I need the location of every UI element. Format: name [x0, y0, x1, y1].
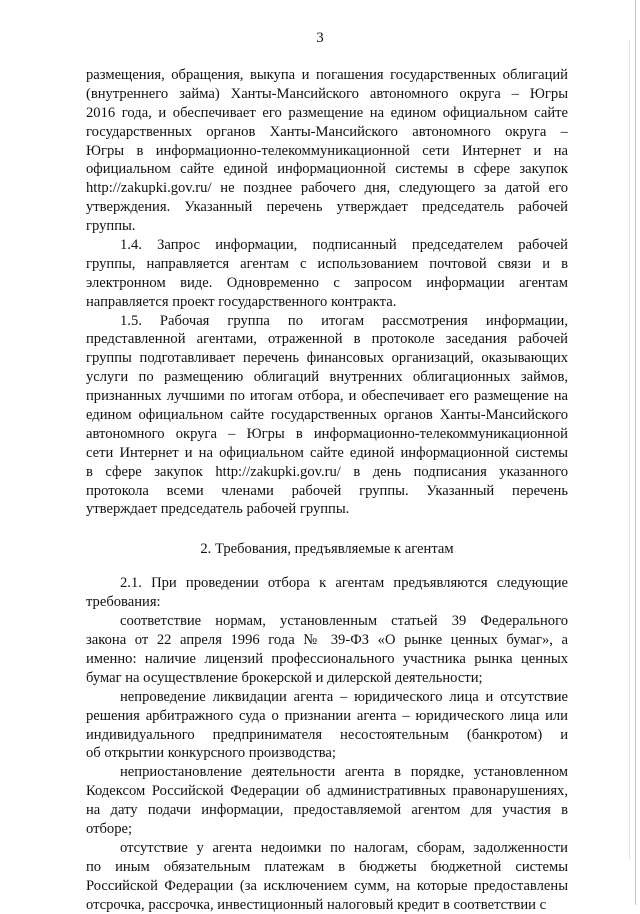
text-line: 2.1. При проведении отбора к агентам предъявляются следующие	[120, 575, 568, 592]
text-line: автономного округа – Югры в информационно-телекоммуникационной	[86, 425, 568, 442]
paragraph	[86, 688, 568, 764]
paragraph	[86, 612, 568, 688]
text-line: на дату подачи информации, предоставляемой агентом для участия в	[86, 802, 568, 819]
text-line: утверждения. Указанный перечень утверждает председатель рабочей	[86, 199, 568, 216]
text-line: Кодексом Российской Федерации об административных правонарушениях,	[86, 783, 568, 800]
text-line: по иным обязательным платежам в бюджеты бюджетной системы	[86, 858, 568, 875]
text-line: представленной агентами, отраженной в протоколе заседания рабочей	[86, 331, 568, 348]
text-line: услуги по размещению облигаций внутренних облигационных займов,	[86, 369, 568, 386]
scan-edge-line	[635, 0, 636, 905]
text-line: отсутствие у агента недоимки по налогам, сборам, задолженности	[120, 839, 568, 856]
page-number: 3	[316, 30, 324, 46]
text-line: (внутреннего займа) Ханты-Мансийского автономного округа – Югры	[86, 85, 568, 102]
text-line: отборе;	[86, 820, 133, 837]
text-line: электронном виде. Одновременно с запросом информации агентам	[86, 274, 568, 291]
paragraph	[86, 236, 568, 312]
paragraph	[86, 574, 568, 612]
text-line: неприостановление деятельности агента в порядке, установленном	[120, 764, 568, 781]
text-line: направляется проект государственного контракта.	[86, 293, 397, 310]
text-line: утверждает председатель рабочей группы.	[86, 501, 350, 518]
text-line: об открытии конкурсного производства;	[86, 745, 336, 762]
text-line: сети Интернет и на официальном сайте единой информационной системы	[86, 444, 568, 461]
text-line: индивидуального предпринимателя несостоятельным (банкротом) и	[86, 726, 568, 743]
scan-edge-line-faint	[629, 40, 630, 860]
text-line: официальном сайте единой информационной системы в сфере закупок	[86, 161, 568, 178]
text-line: в сфере закупок http://zakupki.gov.ru/ в день подписания указанного	[86, 463, 568, 480]
text-line: 1.5. Рабочая группа по итогам рассмотрения информации,	[120, 312, 568, 329]
text-line: размещения, обращения, выкупа и погашения государственных облигаций	[86, 67, 568, 83]
document-body	[86, 66, 568, 914]
text-line: признанных лучшими по итогам отбора, и обеспечивает его размещение на	[86, 388, 568, 405]
text-line: протокола всеми членами рабочей группы. Указанный перечень	[86, 482, 568, 499]
paragraph	[86, 312, 568, 520]
text-line: соответствие нормам, установленным статьей 39 Федерального	[120, 613, 568, 630]
text-line: группы, направляется агентам с использованием почтовой связи и в	[86, 255, 568, 272]
text-line: отсрочка, рассрочка, инвестиционный налоговый кредит в соответствии с	[86, 896, 547, 913]
text-line: решения арбитражного суда о признании агента – юридического лица или	[86, 707, 568, 724]
text-line: непроведение ликвидации агента – юридического лица и отсутствие	[120, 688, 568, 705]
paragraph	[86, 763, 568, 839]
text-line: государственных органов Ханты-Мансийского автономного округа –	[86, 123, 568, 140]
text-line: Югры в информационно-телекоммуникационной сети Интернет и на	[86, 142, 568, 159]
text-line: 2016 года, и обеспечивает его размещение на едином официальном сайте	[86, 104, 568, 121]
paragraph	[86, 839, 568, 914]
text-line: бумаг на осуществление брокерской и дилерской деятельности;	[86, 669, 483, 686]
paragraph	[86, 66, 568, 236]
text-line: http://zakupki.gov.ru/ не позднее рабочего дня, следующего за датой его	[86, 180, 568, 197]
text-line: группы подготавливает перечень финансовых организаций, оказывающих	[86, 350, 568, 367]
text-line: едином официальном сайте государственных органов Ханты-Мансийского	[86, 407, 568, 424]
section-heading: 2. Требования, предъявляемые к агентам	[200, 541, 454, 558]
text-line: группы.	[86, 218, 136, 235]
text-line: требования:	[86, 594, 161, 611]
text-line: Российской Федерации (за исключением сумм, на которые предоставлены	[86, 877, 568, 894]
text-line: именно: наличие лицензий профессионального участника рынка ценных	[86, 650, 568, 667]
text-line: закона от 22 апреля 1996 года № 39-ФЗ «О рынке ценных бумаг», а	[86, 632, 568, 649]
text-line: 1.4. Запрос информации, подписанный председателем рабочей	[120, 237, 568, 254]
